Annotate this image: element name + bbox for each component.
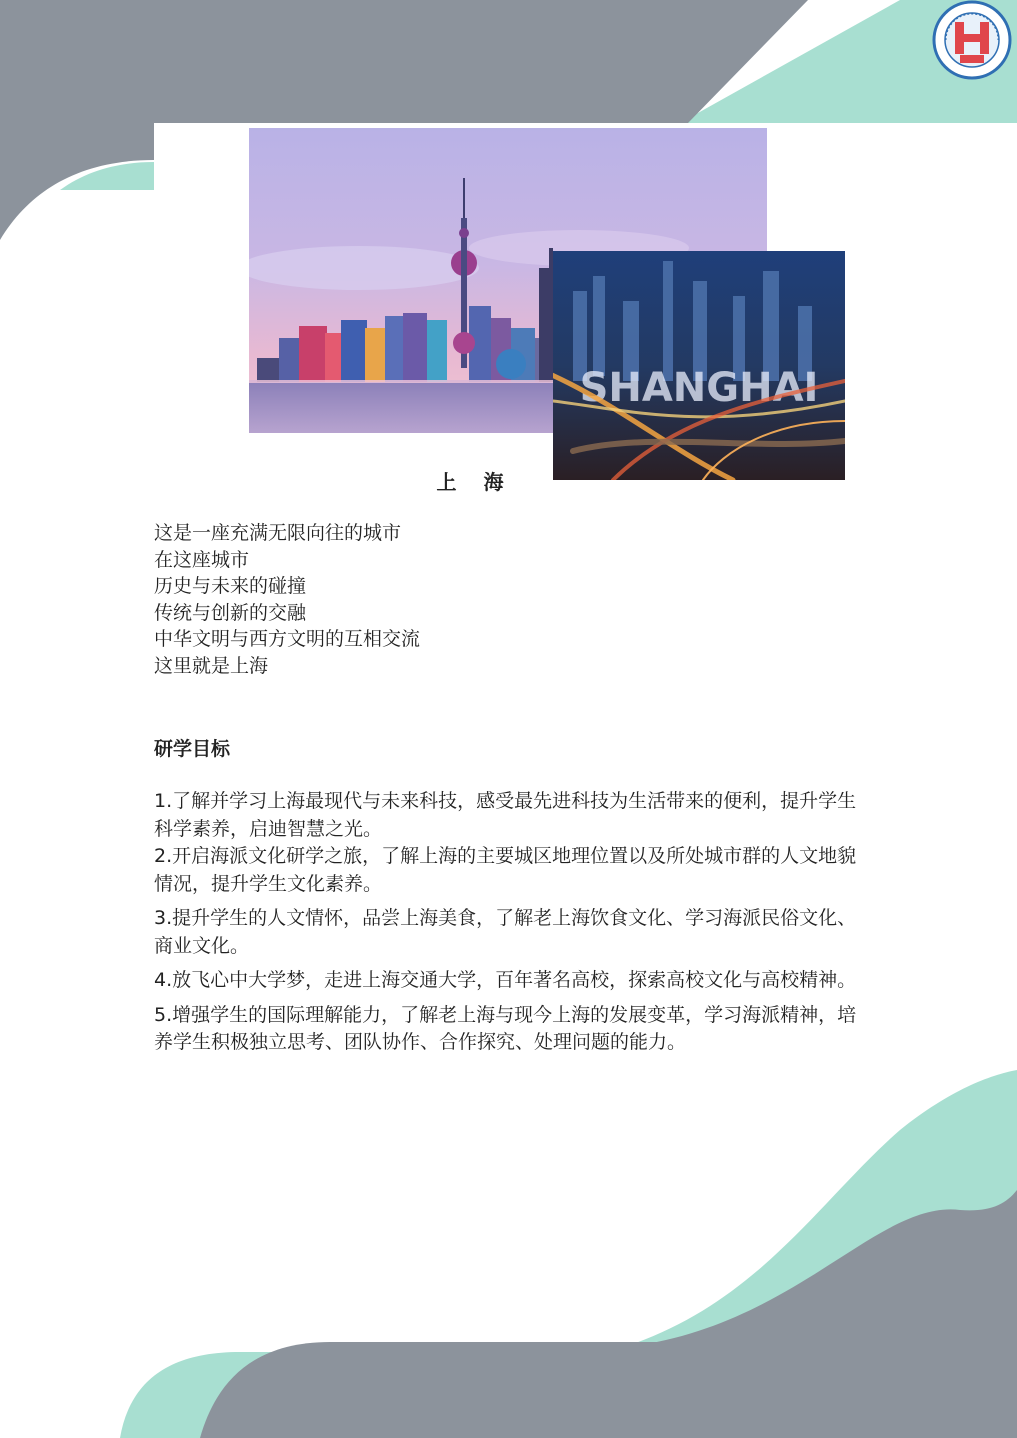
goal-item: 5.增强学生的国际理解能力，了解老上海与现今上海的发展变革，学习海派精神，培养学生积极独立思考、团队协作、合作探究、处理问题的能力。 (154, 1003, 857, 1053)
intro-line: 中华文明与西方文明的互相交流 (154, 628, 421, 650)
bg-gray-bottom (200, 1342, 1017, 1438)
goal-item: 2.开启海派文化研学之旅，了解上海的主要城区地理位置以及所处城市群的人文地貌情况，提升学生文化素养。 (154, 845, 857, 895)
shanghai-overpass-photo (553, 251, 845, 480)
intro-text (154, 520, 854, 679)
intro-line: 这是一座充满无限向往的城市 (154, 522, 402, 544)
intro-line: 这里就是上海 (154, 654, 269, 677)
goal-item: 4.放飞心中大学梦，走进上海交通大学，百年著名高校，探索高校文化与高校精神。 (154, 969, 857, 991)
goals-list (154, 788, 874, 1057)
goals-heading: 研学目标 (154, 738, 231, 760)
intro-line: 历史与未来的碰撞 (154, 575, 307, 597)
overlay-word: SHANGHAI (579, 365, 819, 411)
intro-line: 传统与创新的交融 (154, 601, 307, 624)
intro-line: 在这座城市 (154, 548, 250, 571)
school-emblem-icon (920, 0, 1017, 82)
goal-item: 1.了解并学习上海最现代与未来科技，感受最先进科技为生活带来的便利，提升学生科学素养，启迪智慧之光。 (154, 790, 857, 840)
goal-item: 3.提升学生的人文情怀，品尝上海美食，了解老上海饮食文化、学习海派民俗文化、商业文化。 (154, 907, 857, 957)
photo-caption: 上 海 (436, 470, 514, 494)
overpass-image (553, 251, 845, 480)
school-logo (920, 0, 1017, 82)
